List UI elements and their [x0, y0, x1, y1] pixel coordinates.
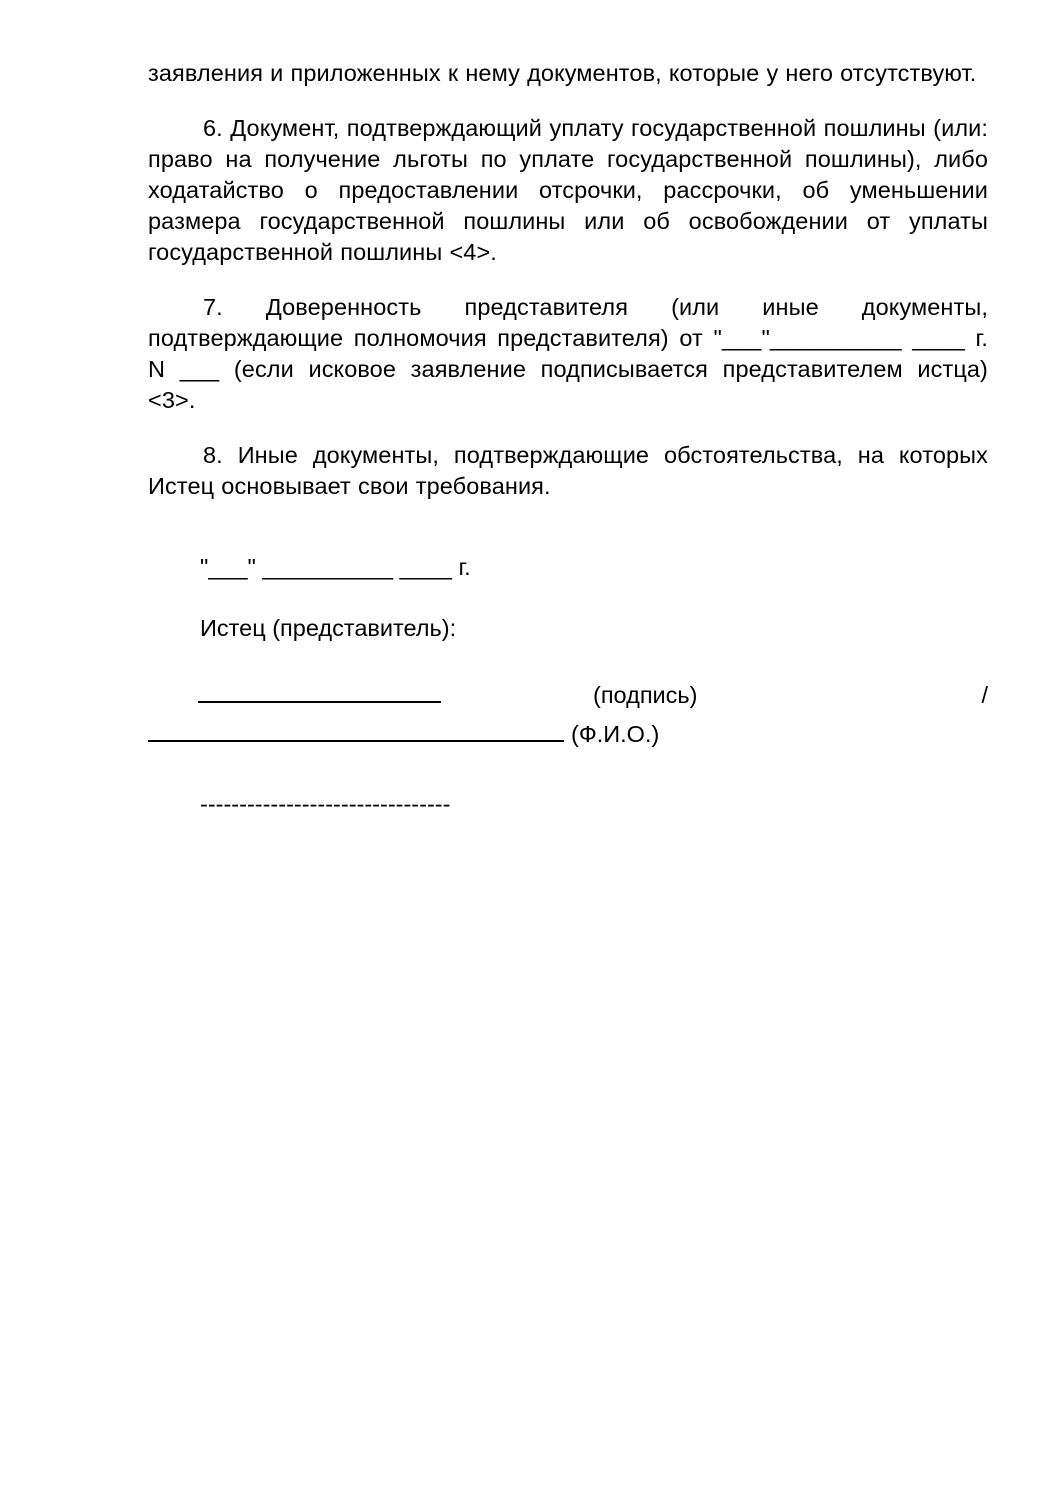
- paragraph-item-7: 7. Доверенность представителя (или иные документы, подтверждающие полномочия представителя) от "___"__________ ____ г. N ___ (если исковое заявление подписывается представителем истца) <3>.: [148, 294, 988, 413]
- paragraph-item-6: 6. Документ, подтверждающий уплату государственной пошлины (или: право на получение льготы по уплате государственной пошлины), либо ходатайство о предоставлении отсрочки, рассрочки, об уменьшении размера государственной пошлины или об освобождении от уплаты государственной пошлины <4>.: [148, 115, 988, 265]
- footnote-separator: --------------------------------: [200, 791, 451, 817]
- signature-blank-line: [198, 682, 441, 703]
- name-caption: (Ф.И.О.): [571, 721, 660, 747]
- signature-row-signature: [148, 678, 988, 712]
- name-blank-line: [148, 721, 564, 742]
- date-line: "___" __________ ____ г.: [200, 554, 471, 580]
- plaintiff-label: Истец (представитель):: [200, 615, 457, 641]
- document-text-column: [148, 58, 988, 820]
- paragraph-item-8: 8. Иные документы, подтверждающие обстоятельства, на которых Истец основывает свои требования.: [148, 442, 988, 499]
- signature-separator-slash: /: [981, 682, 988, 708]
- signature-row-name: [148, 717, 988, 751]
- signature-block: [148, 678, 988, 751]
- signature-caption: (подпись): [593, 682, 698, 708]
- paragraph-continued: заявления и приложенных к нему документов, которые у него отсутствуют.: [148, 60, 977, 86]
